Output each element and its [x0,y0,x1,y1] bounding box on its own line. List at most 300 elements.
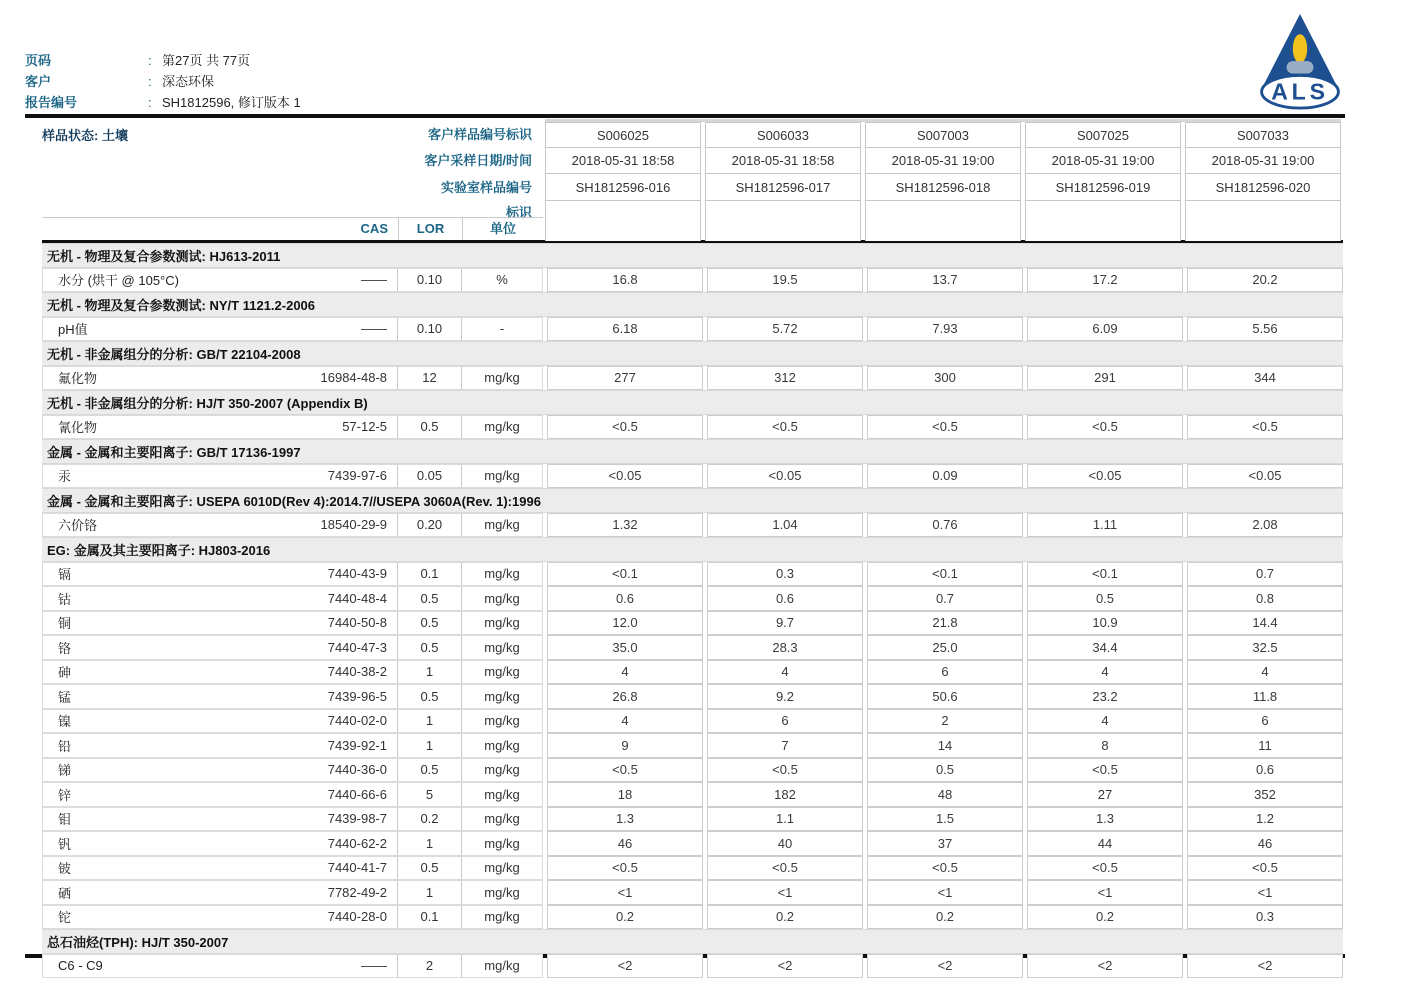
result-value: 312 [707,366,863,391]
analyte-cells [42,807,543,832]
result-value: 1.11 [1027,513,1183,538]
analyte-name: 钒 [58,836,72,852]
cas-number: 7440-47-3 [327,639,387,655]
result-value: <0.5 [547,415,703,440]
result-value: 1.2 [1187,807,1343,832]
result-value: 182 [707,782,863,807]
analyte-cells [42,758,543,783]
analyte-name: 六价铬 [58,518,98,534]
analyte-name-cell [43,514,397,537]
result-value: <2 [1027,954,1183,979]
section-header-row: 无机 - 非金属组分的分析: HJ/T 350-2007 (Appendix B) [42,390,1343,415]
sample-datetime: 2018-05-31 18:58 [705,148,861,174]
result-value: <0.5 [547,758,703,783]
analyte-cells [42,562,543,587]
result-value: 4 [1187,660,1343,685]
unit-value: % [461,269,542,292]
sample-column [865,122,1021,241]
analyte-name-cell [43,465,397,488]
result-row [42,635,1343,660]
result-row [42,831,1343,856]
analyte-cells [42,611,543,636]
meta-row-report-no [25,92,301,113]
result-row [42,905,1343,930]
analyte-cells [42,513,543,538]
result-value: <2 [867,954,1023,979]
result-value: <0.05 [707,464,863,489]
analyte-name: 铬 [58,640,72,656]
unit-value: mg/kg [461,881,542,904]
sample-client-id: S006033 [705,122,861,148]
result-value: 27 [1027,782,1183,807]
sample-client-id: S007033 [1185,122,1341,148]
result-value: 7.93 [867,317,1023,342]
result-value: 11 [1187,733,1343,758]
result-value: 9.7 [707,611,863,636]
result-value: 0.5 [1027,586,1183,611]
analyte-name: 汞 [58,469,72,485]
client-sample-id-label: 客户样品编号标识 [427,127,532,142]
result-value: 6 [867,660,1023,685]
result-value: 46 [547,831,703,856]
analyte-name: 钴 [58,591,72,607]
meta-row-client [25,71,301,92]
section-header-row: 金属 - 金属和主要阳离子: GB/T 17136-1997 [42,439,1343,464]
result-value: 6.18 [547,317,703,342]
sample-datetime: 2018-05-31 19:00 [1185,148,1341,174]
unit-value: mg/kg [461,612,542,635]
meta-row-page [25,50,301,71]
unit-value: - [461,318,542,341]
result-value: <0.05 [1027,464,1183,489]
unit-value: mg/kg [461,759,542,782]
cas-number: 7440-28-0 [327,909,387,925]
analyte-name: 水分 (烘干 @ 105°C) [58,273,179,289]
analyte-name: 氟化物 [58,371,98,387]
analyte-name-cell [43,783,397,806]
analyte-name-cell [43,636,397,659]
result-value: 0.76 [867,513,1023,538]
result-row [42,782,1343,807]
result-value: 4 [547,709,703,734]
result-value: <0.5 [707,856,863,881]
colon: : [148,53,152,68]
analyte-name-cell [43,685,397,708]
result-value: 0.8 [1187,586,1343,611]
sample-column [1025,122,1181,241]
unit-value: mg/kg [461,514,542,537]
sample-client-id: S007025 [1025,122,1181,148]
lor-value: 0.5 [397,685,461,708]
result-value: 0.2 [547,905,703,930]
analyte-name: 硒 [58,885,72,901]
result-value: 1.3 [1027,807,1183,832]
analyte-name: C6 - C9 [58,958,103,974]
result-value: <1 [1187,880,1343,905]
result-value: 34.4 [1027,635,1183,660]
analyte-cells [42,366,543,391]
result-value: 18 [547,782,703,807]
result-value: 0.2 [707,905,863,930]
analyte-name: pH值 [58,322,88,338]
result-row [42,562,1343,587]
result-row [42,684,1343,709]
report-meta [25,50,301,113]
result-row [42,611,1343,636]
sample-lab-id: SH1812596-017 [705,174,861,201]
lor-value: 0.2 [397,808,461,831]
sample-lab-id: SH1812596-018 [865,174,1021,201]
analyte-name: 氰化物 [58,420,98,436]
cas-number: 7440-62-2 [327,835,387,851]
sample-column [705,122,861,241]
lor-value: 0.5 [397,759,461,782]
result-value: <2 [547,954,703,979]
client-value: 深态环保 [162,74,215,89]
cas-number: 7440-38-2 [327,664,387,680]
lor-value: 1 [397,832,461,855]
analyte-name: 钼 [58,812,72,828]
result-row [42,807,1343,832]
sample-mark-cell [1185,201,1341,241]
result-value: 14 [867,733,1023,758]
result-value: 1.5 [867,807,1023,832]
result-row [42,317,1343,342]
result-value: 28.3 [707,635,863,660]
page-number-label: 页码 [25,53,52,68]
analyte-cells [42,586,543,611]
result-row [42,464,1343,489]
section-header-row: EG: 金属及其主要阳离子: HJ803-2016 [42,537,1343,562]
sample-mark-cell [865,201,1021,241]
result-value: <0.05 [547,464,703,489]
result-value: <1 [867,880,1023,905]
analyte-cells [42,856,543,881]
result-value: 20.2 [1187,268,1343,293]
top-rule [25,114,1345,118]
lor-value: 0.10 [397,269,461,292]
sample-lab-id: SH1812596-019 [1025,174,1181,201]
unit-value: mg/kg [461,808,542,831]
result-value: 1.1 [707,807,863,832]
analyte-name: 铜 [58,616,72,632]
result-value: 0.6 [707,586,863,611]
result-value: 6 [1187,709,1343,734]
result-value: 0.6 [1187,758,1343,783]
result-value: 5.56 [1187,317,1343,342]
sample-column [545,122,701,241]
analyte-name: 铅 [58,738,72,754]
result-value: 32.5 [1187,635,1343,660]
unit-value: mg/kg [461,416,542,439]
result-value: 4 [1027,660,1183,685]
sample-datetime: 2018-05-31 19:00 [1025,148,1181,174]
result-value: 6 [707,709,863,734]
lab-sample-id-label: 实验室样品编号 [440,180,532,195]
sample-state-value: 土壤 [101,128,128,143]
analyte-name-cell [43,808,397,831]
unit-value: mg/kg [461,636,542,659]
cas-number: 16984-48-8 [320,370,387,386]
result-value: 25.0 [867,635,1023,660]
result-value: <0.5 [547,856,703,881]
analyte-name-cell [43,857,397,880]
cas-number: —— [361,272,387,288]
analyte-name: 铍 [58,861,72,877]
result-value: 7 [707,733,863,758]
sample-lab-id: SH1812596-020 [1185,174,1341,201]
result-value: <2 [707,954,863,979]
lor-value: 0.5 [397,587,461,610]
lor-value: 5 [397,783,461,806]
unit-value: mg/kg [461,685,542,708]
result-value: 0.2 [1027,905,1183,930]
unit-value: mg/kg [461,563,542,586]
result-value: 0.2 [867,905,1023,930]
lor-value: 0.5 [397,416,461,439]
unit-column-header: 单位 [462,218,543,240]
result-value: <0.05 [1187,464,1343,489]
sample-client-id: S006025 [545,122,701,148]
unit-value: mg/kg [461,906,542,929]
lor-value: 2 [397,955,461,978]
sample-state-label: 样品状态: [42,128,99,143]
analyte-cells [42,880,543,905]
result-row [42,856,1343,881]
result-value: <0.5 [1027,758,1183,783]
result-value: 12.0 [547,611,703,636]
mark-label: 标识 [505,205,532,220]
unit-value: mg/kg [461,587,542,610]
cas-number: 57-12-5 [342,419,387,435]
cas-number: 7439-98-7 [327,811,387,827]
analyte-name: 锰 [58,689,72,705]
analyte-cells [42,954,543,979]
result-value: <0.5 [1027,856,1183,881]
result-value: 50.6 [867,684,1023,709]
section-header-row: 无机 - 物理及复合参数测试: HJ613-2011 [42,243,1343,268]
sample-mark-cell [705,201,861,241]
unit-value: mg/kg [461,734,542,757]
result-row [42,366,1343,391]
result-value: 2.08 [1187,513,1343,538]
unit-value: mg/kg [461,783,542,806]
lor-value: 0.1 [397,563,461,586]
result-value: <1 [707,880,863,905]
result-value: 8 [1027,733,1183,758]
result-value: 10.9 [1027,611,1183,636]
lor-value: 1 [397,734,461,757]
lor-value: 1 [397,661,461,684]
result-value: <0.5 [1187,415,1343,440]
result-value: <0.5 [707,758,863,783]
unit-value: mg/kg [461,955,542,978]
result-value: 6.09 [1027,317,1183,342]
result-value: 37 [867,831,1023,856]
result-row [42,758,1343,783]
result-value: 0.3 [707,562,863,587]
sampling-datetime-label: 客户采样日期/时间 [424,153,532,168]
result-value: <0.1 [867,562,1023,587]
analyte-cells [42,317,543,342]
unit-value: mg/kg [461,832,542,855]
result-value: <0.1 [1027,562,1183,587]
analyte-name-cell [43,661,397,684]
analyte-name: 砷 [58,665,72,681]
result-value: 2 [867,709,1023,734]
als-logo-icon [1252,12,1348,114]
sample-datetime: 2018-05-31 18:58 [545,148,701,174]
cas-number: 7439-92-1 [327,737,387,753]
result-row [42,415,1343,440]
analyte-name: 镍 [58,714,72,730]
section-header-row: 总石油烃(TPH): HJ/T 350-2007 [42,929,1343,954]
result-value: 0.7 [867,586,1023,611]
cas-number: 7439-96-5 [327,688,387,704]
analyte-cells [42,782,543,807]
analyte-name: 锑 [58,763,72,779]
analyte-cells [42,660,543,685]
sample-header-labels [200,122,532,225]
analyte-name-cell [43,612,397,635]
analyte-name-cell [43,759,397,782]
result-value: 0.7 [1187,562,1343,587]
lor-value: 0.1 [397,906,461,929]
cas-number: —— [361,958,387,974]
sample-datetime: 2018-05-31 19:00 [865,148,1021,174]
result-value: <2 [1187,954,1343,979]
analyte-name: 锌 [58,787,72,803]
result-row [42,513,1343,538]
analyte-name-cell [43,906,397,929]
page-number-value: 第27页 共 77页 [162,53,251,68]
section-header-row: 无机 - 非金属组分的分析: GB/T 22104-2008 [42,341,1343,366]
lor-value: 0.5 [397,857,461,880]
result-value: 16.8 [547,268,703,293]
analyte-cells [42,684,543,709]
result-value: 44 [1027,831,1183,856]
sample-mark-cell [1025,201,1181,241]
unit-value: mg/kg [461,710,542,733]
analyte-cells [42,464,543,489]
cas-number: 7439-97-6 [327,468,387,484]
cas-column-header: CAS [360,221,388,236]
result-value: 1.04 [707,513,863,538]
result-value: 11.8 [1187,684,1343,709]
cas-number: 7440-50-8 [327,615,387,631]
cas-number: 7440-66-6 [327,786,387,802]
result-value: <0.5 [707,415,863,440]
result-value: <0.1 [547,562,703,587]
section-header-row: 无机 - 物理及复合参数测试: NY/T 1121.2-2006 [42,292,1343,317]
result-value: <0.5 [1187,856,1343,881]
result-row [42,660,1343,685]
analyte-cells [42,415,543,440]
analyte-name-cell [43,269,397,292]
analyte-cells [42,905,543,930]
result-row [42,733,1343,758]
cas-number: 7440-41-7 [327,860,387,876]
sample-state [42,125,128,144]
sample-columns-block [545,119,1341,241]
analyte-cells [42,268,543,293]
result-value: 1.32 [547,513,703,538]
result-value: 40 [707,831,863,856]
lor-value: 1 [397,710,461,733]
cas-number: 7440-36-0 [327,762,387,778]
cas-number: —— [361,321,387,337]
analyte-name-cell [43,710,397,733]
result-value: 23.2 [1027,684,1183,709]
result-value: <0.5 [1027,415,1183,440]
sample-column [1185,122,1341,241]
cas-number: 18540-29-9 [320,517,387,533]
cas-number: 7440-43-9 [327,566,387,582]
lor-value: 12 [397,367,461,390]
analyte-cells [42,733,543,758]
result-row [42,586,1343,611]
result-value: 352 [1187,782,1343,807]
result-value: 4 [707,660,863,685]
result-value: 0.6 [547,586,703,611]
section-header-row: 金属 - 金属和主要阳离子: USEPA 6010D(Rev 4):2014.7//USEPA 3060A(Rev. 1):1996 [42,488,1343,513]
result-value: 21.8 [867,611,1023,636]
analyte-name: 铊 [58,910,72,926]
result-value: 277 [547,366,703,391]
result-value: 19.5 [707,268,863,293]
result-value: 26.8 [547,684,703,709]
lor-value: 0.05 [397,465,461,488]
result-value: 9 [547,733,703,758]
result-value: <0.5 [867,856,1023,881]
result-value: <1 [547,880,703,905]
colon: : [148,95,152,110]
result-value: <1 [1027,880,1183,905]
column-header-strip [42,217,543,240]
sample-mark-cell [545,201,701,241]
cas-number: 7782-49-2 [327,884,387,900]
result-value: 46 [1187,831,1343,856]
unit-value: mg/kg [461,367,542,390]
analyte-cells [42,635,543,660]
result-value: 300 [867,366,1023,391]
cas-number: 7440-02-0 [327,713,387,729]
analyte-name-cell [43,734,397,757]
result-value: 17.2 [1027,268,1183,293]
analyte-name-cell [43,587,397,610]
report-no-value: SH1812596, 修订版本 1 [162,95,301,110]
lor-value: 0.10 [397,318,461,341]
analyte-name-cell [43,955,397,978]
result-value: 5.72 [707,317,863,342]
result-value: <0.5 [867,415,1023,440]
unit-value: mg/kg [461,661,542,684]
result-value: 4 [1027,709,1183,734]
svg-text:ALS: ALS [1271,78,1329,105]
lor-value: 0.5 [397,612,461,635]
analyte-name-cell [43,832,397,855]
result-value: 1.3 [547,807,703,832]
client-label: 客户 [25,74,52,89]
lor-column-header: LOR [398,218,462,240]
als-logo-svg [1252,12,1348,114]
analyte-name-cell [43,416,397,439]
result-value: 9.2 [707,684,863,709]
result-row [42,268,1343,293]
analyte-cells [42,709,543,734]
analyte-name-cell [43,563,397,586]
analyte-name: 镉 [58,567,72,583]
